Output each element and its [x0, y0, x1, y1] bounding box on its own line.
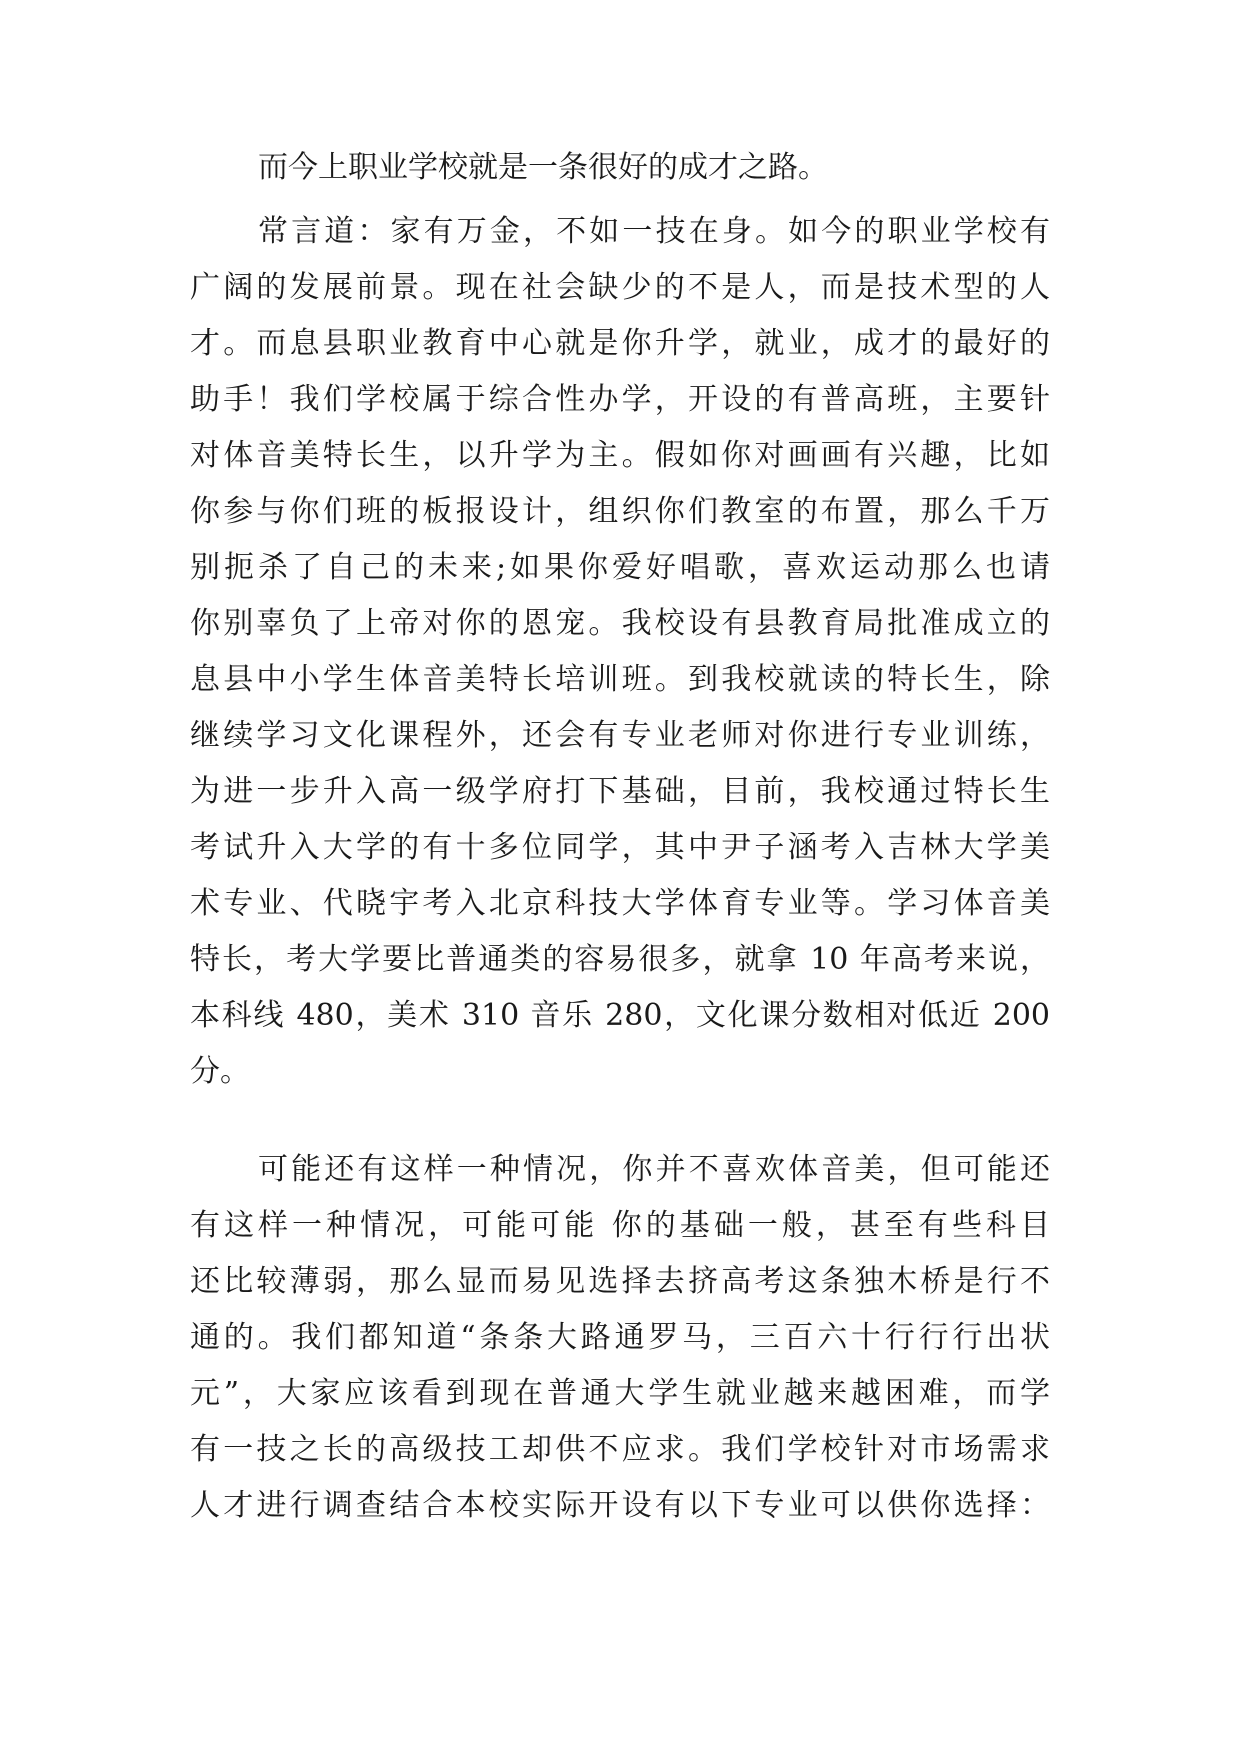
- paragraph-line: 为进一步升入高一级学府打下基础，目前，我校通过特长生: [190, 774, 1050, 809]
- paragraph-line: 常言道：家有万金，不如一技在身。如今的职业学校有: [258, 214, 1050, 249]
- paragraph-line: 而今上职业学校就是一条很好的成才之路。: [258, 150, 828, 185]
- paragraph-line: 有一技之长的高级技工却供不应求。我们学校针对市场需求: [190, 1432, 1050, 1467]
- paragraph-line: 通的。我们都知道“条条大路通罗马，三百六十行行行出状: [190, 1320, 1050, 1355]
- paragraph-line: 还比较薄弱，那么显而易见选择去挤高考这条独木桥是行不: [190, 1264, 1050, 1299]
- paragraph-line: 特长，考大学要比普通类的容易很多，就拿 10 年高考来说，: [190, 942, 1050, 977]
- paragraph-line: 术专业、代晓宇考入北京科技大学体育专业等。学习体音美: [190, 886, 1050, 921]
- paragraph-line: 息县中小学生体音美特长培训班。到我校就读的特长生，除: [190, 662, 1050, 697]
- paragraph-line: 才。而息县职业教育中心就是你升学，就业，成才的最好的: [190, 326, 1050, 361]
- paragraph-line: 助手！我们学校属于综合性办学，开设的有普高班，主要针: [190, 382, 1050, 417]
- paragraph-line: 考试升入大学的有十多位同学，其中尹子涵考入吉林大学美: [190, 830, 1050, 865]
- paragraph-line: 本科线 480，美术 310 音乐 280，文化课分数相对低近 200: [190, 998, 1050, 1033]
- paragraph-line: 你别辜负了上帝对你的恩宠。我校设有县教育局批准成立的: [190, 606, 1050, 641]
- paragraph-line: 你参与你们班的板报设计，组织你们教室的布置，那么千万: [190, 494, 1050, 529]
- paragraph-line: 对体音美特长生，以升学为主。假如你对画画有兴趣，比如: [190, 438, 1050, 473]
- paragraph-line: 元”，大家应该看到现在普通大学生就业越来越困难，而学: [190, 1376, 1050, 1411]
- paragraph-line: 有这样一种情况，可能可能 你的基础一般，甚至有些科目: [190, 1208, 1050, 1243]
- paragraph-line: 别扼杀了自己的未来;如果你爱好唱歌，喜欢运动那么也请: [190, 550, 1050, 585]
- paragraph-line: 广阔的发展前景。现在社会缺少的不是人，而是技术型的人: [190, 270, 1050, 305]
- paragraph-line: 分。: [190, 1054, 250, 1089]
- paragraph-line: 可能还有这样一种情况，你并不喜欢体音美，但可能还: [258, 1152, 1050, 1187]
- paragraph-line: 继续学习文化课程外，还会有专业老师对你进行专业训练，: [190, 718, 1050, 753]
- paragraph-line: 人才进行调查结合本校实际开设有以下专业可以供你选择：: [190, 1488, 1050, 1523]
